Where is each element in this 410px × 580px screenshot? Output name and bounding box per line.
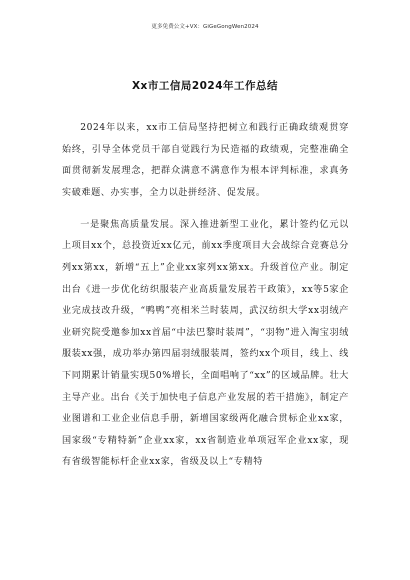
paragraph-high-quality-development: 一是聚焦高质量发展。深入推进新型工业化，累计签约亿元以上项目xx个，总投资近xx亿元，前xx季度项目大会战综合竞赛总分列xx第xx，新增“五上”企业xx家列xx第xx。升级首位产业。制定出台《进一步优化纺织服装产业高质量发展若干政策》，xx等5家企业完成技改升级，“鸭鸭”亮相米兰时装周，武汉纺织大学xx羽绒产业研究院受邀参加xx首届“中法巴黎时装周”，“羽物”进入淘宝羽绒服装xx强，成功举办第四届羽绒服装周，签约xx个项目，线上、线下同期累计销量实现50%增长，全面唱响了“xx”的区域品牌。壮大主导产业。出台《关于加快电子信息产业发展的若干措施》，制定产业图谱和工业企业信息手册，新增国家级两化融合贯标企业xx家，国家级“专精特新”企业xx家，xx省制造业单项冠军企业xx家，现有省级智能标杆企业xx家，省级及以上“专精特 [62,219,349,468]
document-title: Xx市工信局2024年工作总结 [131,80,279,92]
header-note: 更多免费公文+VX：GiGeGongWen2024 [151,24,259,30]
paragraph-intro: 2024年以来，xx市工信局坚持把树立和践行正确政绩观贯穿始终，引导全体党员干部自觉践行为民造福的政绩观，完整准确全面贯彻新发展理念，把群众满意不满意作为根本评判标准，求真务实破难题、办实事，全力以赴拼经济、促发展。 [62,123,349,198]
document-body [62,118,349,485]
